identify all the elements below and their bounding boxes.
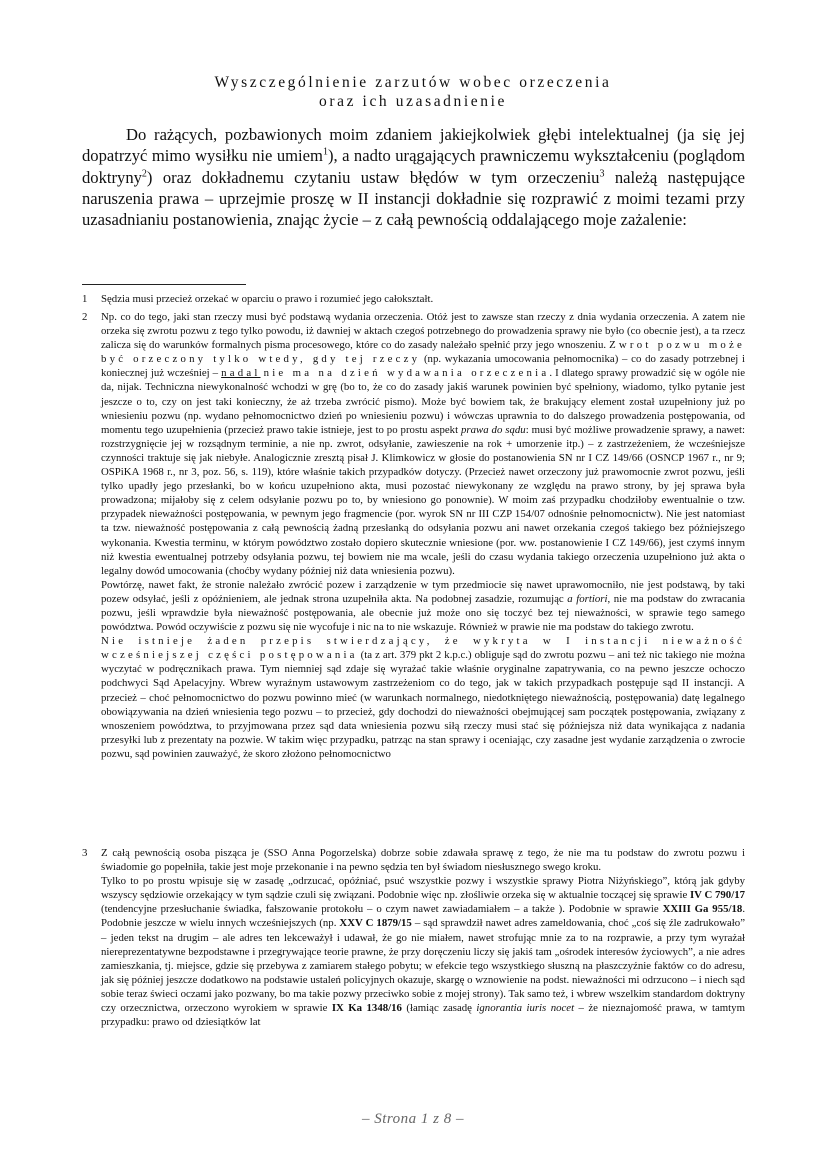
footnote-text: Np. co do tego, jaki stan rzeczy musi być podstawą wydania orzeczenia. Otóż jest to zawsze stan rzeczy z dnia wydania orzeczenia. A zatem nie orzeka się zwrotu pozwu z tego tylko powodu, iż dawniej w aktach czegoś potrzebnego do prowadzenia sprawy nie było (co obecnie jest), a ta rzecz zalicza się do warunków formalnych pisma procesowego, które co do zasady należało spełnić przy jego wnoszeniu.: [101, 311, 745, 352]
footnote-paragraph: [101, 310, 745, 578]
footnote-3: [82, 846, 745, 1029]
emphasis-italic: a fortiori: [567, 592, 608, 605]
footnote-text: Sędzia musi przecież orzekać w oparciu o prawo i rozumieć jego całokształt.: [101, 293, 434, 305]
footnote-ref-2[interactable]: 2: [141, 168, 147, 180]
page-number-footer: – Strona 1 z 8 –: [361, 1111, 465, 1127]
emphasis-underlined: nadal: [221, 367, 261, 380]
footnote-text: (tendencyjne przesłuchanie świadka, fałszowanie protokołu – o czym nawet zawiadamiałem – a także ). Podobnie w sprawie: [101, 903, 663, 916]
footnote-separator: [82, 284, 246, 285]
footnote-text: : musi być możliwe prowadzenie sprawy, a nawet: rozstrzygnięcie jej w rozsądnym terminie, a nie np. zwrot, odsyłanie, zawieszenie na rok + umorzenie itp.) – z zastrzeżeniem, że wcześniejsze czynności traktuje się jak niebyłe. Analogicznie zresztą pisał J. Klimkowicz w głosie do postanowienia SN nr I CZ 149/66 (OSNCP 1967 r., nr 9; OSPiKA 1968 r., nr 3, poz. 56, s. 119), które właśnie takich przypadków dotyczy. (Przecież nawet orzeczony już prawomocnie zwrot pozwu, jeśli tylko upadły jego przesłanki, bo w końcu uzupełniono akta, musi pozostać niewykonany ze względu na prawo strony, by jej sprawa była prowadzona; mijałoby się z celem odsyłanie pozwu po to, by wniesiono go ponownie). W moim zaś przypadku chodziłoby ewentualnie o tzw. przypadek nieważności postępowania, w pewnym jego fragmencie (por. wyrok SN nr III CZP 154/07 odnośnie pełnomocnictw). Nie jest natomiast ta tzw. nieważność postępowania z całą pewnością żadną przesłanką do odsyłania pozwu ani nawet orzekania czegoś takiego bez późniejszego wykonania. Kwestia terminu, w którym powództwo zostało dopiero skutecznie wniesione (por. ww. postanowienie I CZ 149/66), jest czymś innym niż kwestia ewentualnej potrzeby odsyłania pozwu, tej bowiem nie ma wcale, jeśli do czasu wydania takiego orzeczenia uzupełniono już akta o legalny dowód umocowania (choćby wydany później niż data wniesienia pozwu).: [101, 423, 745, 577]
case-number: IX Ka 1348/16: [331, 1002, 402, 1015]
intro-text-3: ) oraz dokładnemu czytaniu ustaw błędów w tym orzeczeniu: [146, 167, 600, 187]
intro-text-1: Do rażących, pozbawionych moim zdaniem jakiejkolwiek głębi intelektualnej (ja się jej dopatrzyć mimo wysiłku nie umiem: [82, 125, 745, 166]
footnote-number: 3: [82, 847, 88, 859]
footnote-ref-3[interactable]: 3: [599, 168, 605, 180]
footnote-text: Tylko to po prostu wpisuje się w zasadę „odrzucać, opóźniać, psuć wszystkie pozwy i wszystkie sprawy Piotra Niżyńskiego”, którą jak gdyby wszyscy sędziowie orzekający w tym sądzie czuli się związani. Podobnie więc np. złośliwie orzeka się w aktualnie toczącej się sprawie: [101, 875, 745, 902]
footnote-paragraph: [101, 874, 745, 1029]
case-number: IV C 790/17: [689, 889, 745, 902]
footnote-text: – że nieznajomość prawa, w tamtym przypadku: prawo od dziesiątków lat: [101, 1002, 745, 1029]
footnote-text: , nie ma podstaw do zwracania pozwu, jeśli wprawdzie była nieważność postępowania, ale obecnie już może ono się toczyć bez tej nieważności, w sprawie tego samego powództwa. Powód oczywiście z pozwu się nie wycofuje i nic na to nie wskazuje. Również w prawie nie ma podstaw do takiego zwrotu.: [101, 592, 745, 634]
emphasis-spaced: Nie istnieje żaden przepis stwierdzający, że wykryta w I instancji nieważność wcześniejszej części postępowania: [101, 635, 745, 662]
title-line-2: oraz ich uzasadnienie: [319, 93, 507, 110]
footnote-text: Powtórzę, nawet fakt, że stronie należało zwrócić pozew i zarządzenie w tym przedmiocie się nawet uprawomocniło, nie jest podstawą, by taki pozew odsyłać, jeśli z opóźnieniem, ale jednak strona uzupełniła akta. Na podobnej zasadzie, rozumując: [101, 578, 745, 605]
intro-paragraph: [82, 124, 745, 230]
footnote-text: – sąd sprawdził nawet adres zameldowania, choć „coś się źle zadrukowało” – jeden tekst na drugim – ale adres ten lekceważył i udawał, że go nie miałem, nawet strofując mnie za to na rozprawie, a przy tym wyrażał niereprezentatywne bezpodstawne i przegrywające teorie prawne, że przy doręczeniu liczy się jakiś tam „ośrodek interesów życiowych”, a nie adres zamieszkania, tj. miejsce, gdzie się przebywa z zamiarem stałego pobytu; w efekcie tego wszystkiego słuszną na płaszczyźnie faktów co do adresu, jak się później jeszcze dodatkowo na podstawie ustaleń policyjnych okazuje, skargę o wznowienie na podst. nieważności mi odrzucono – i niech sąd sobie teraz świeci oczami jako pozwany, bo ma takie pozwy przeciwko sobie z mojej strony). Tak samo też, i wbrew wszelkim standardom doktryny czy orzecznictwa, orzeczono wyrokiem w sprawie: [101, 917, 745, 1015]
intro-text-4: należą następujące naruszenia prawa – uprzejmie proszę w II instancji dokładnie się rozprawić z moimi tezami przy uzasadnianiu postanowienia, znając życie – z całą pewnością oddalającego moje zażalenie:: [82, 167, 746, 230]
case-number: XXIII Ga 955/18: [662, 903, 743, 916]
footnote-text: . Podobnie jeszcze w wielu innych wcześniejszych (np.: [101, 903, 746, 930]
footnote-paragraph: Z całą pewnością osoba pisząca je (SSO Anna Pogorzelska) dobrze sobie zdawała sprawę z tego, że nie ma tu podstaw do zwrotu pozwu i świadomie go popełniła, takie jest moje przekonanie i na pewno sędzia ten był świadom niesłusznego swego kroku.: [101, 847, 745, 874]
emphasis-italic: ignorantia iuris nocet: [476, 1002, 575, 1015]
footnote-text: . I dlatego sprawy prowadzić się w ogóle nie da, nijak. Techniczna niewykonalność wchodzi w grę (bo to, że co do zasady jakiś warunek powinien być spełniony, wiadomo, tylko pytanie jest jeszcze o to, czy on jest taki konieczny, że aż trzeba zwrócić pismo). Może być bowiem tak, że brakujący element został uzupełniony już po wniesieniu pozwu (np. wydano pełnomocnictwo dzień po wniesieniu pozwu) i wówczas uprawnia to do dalszego prowadzenia postępowania, od momentu tego uzupełnienia (przecież prawo takie istnieje, jest to po prostu aspekt: [101, 367, 745, 436]
emphasis-italic: prawa do sądu: [461, 423, 526, 436]
footnote-number: 2: [82, 311, 88, 323]
emphasis-spaced: Zwrot pozwu może być orzeczony tylko wtedy, gdy tej rzeczy: [101, 339, 745, 366]
footnote-paragraph: [101, 634, 745, 761]
footnote-1: [82, 292, 745, 306]
footnote-2: [82, 310, 745, 761]
document-title: [0, 73, 826, 111]
title-line-1: Wyszczególnienie zarzutów wobec orzeczenia: [214, 74, 612, 91]
case-number: XXV C 1879/15: [339, 917, 412, 930]
footnote-ref-1[interactable]: 1: [322, 146, 328, 158]
intro-text-2: ), a nadto urągających prawniczemu wykształceniu (poglądom doktryny: [82, 146, 745, 187]
footnote-number: 1: [82, 293, 88, 305]
footnote-text: (ta z art. 379 pkt 2 k.p.c.) obliguje sąd do zwrotu pozwu – ani też nic takiego nie można wyczytać w podręcznikach prawa. Tym niemniej sąd zdaje się wyrażać takie właśnie oryginalne zapatrywania, co na pewno jeszcze ochoczo podchwyci Sąd Apelacyjny. Wbrew wyraźnym ustawowym zastrzeżeniom co do tego, jak w takich przypadkach postępuje sąd II instancji. A przecież – choć pełnomocnictwo do pozwu powinno mieć (w warunkach normalnego, niedotkniętego nieważnością, postępowania) datę legalnego obowiązywania na dzień wniesienia tego pozwu – to przecież, gdy dochodzi do nieważności obejmującej sam początek postępowania, związany z wnoszeniem powództwa, to przyjmowana przez sąd data wniesienia pozwu siłą rzeczy musi stać się późniejsza niż data wynikająca z nadania przesyłki lub z prezentaty na pozwie. W takim więc przypadku, patrząc na stan sprawy i oceniając, czy zasadne jest wydanie zarządzenia o zwrocie pozwu, sąd powinien zauważyć, że skoro złożono pełnomocnictwo: [101, 649, 745, 760]
footnote-text: (łamiąc zasadę: [401, 1002, 477, 1015]
emphasis-spaced: nie ma na dzień wydawania orzeczenia: [263, 367, 550, 380]
footnote-paragraph: [101, 578, 745, 634]
footnote-text: (np. wykazania umocowania pełnomocnika) – co do zasady potrzebnej i koniecznej już wcześniej –: [101, 353, 745, 380]
